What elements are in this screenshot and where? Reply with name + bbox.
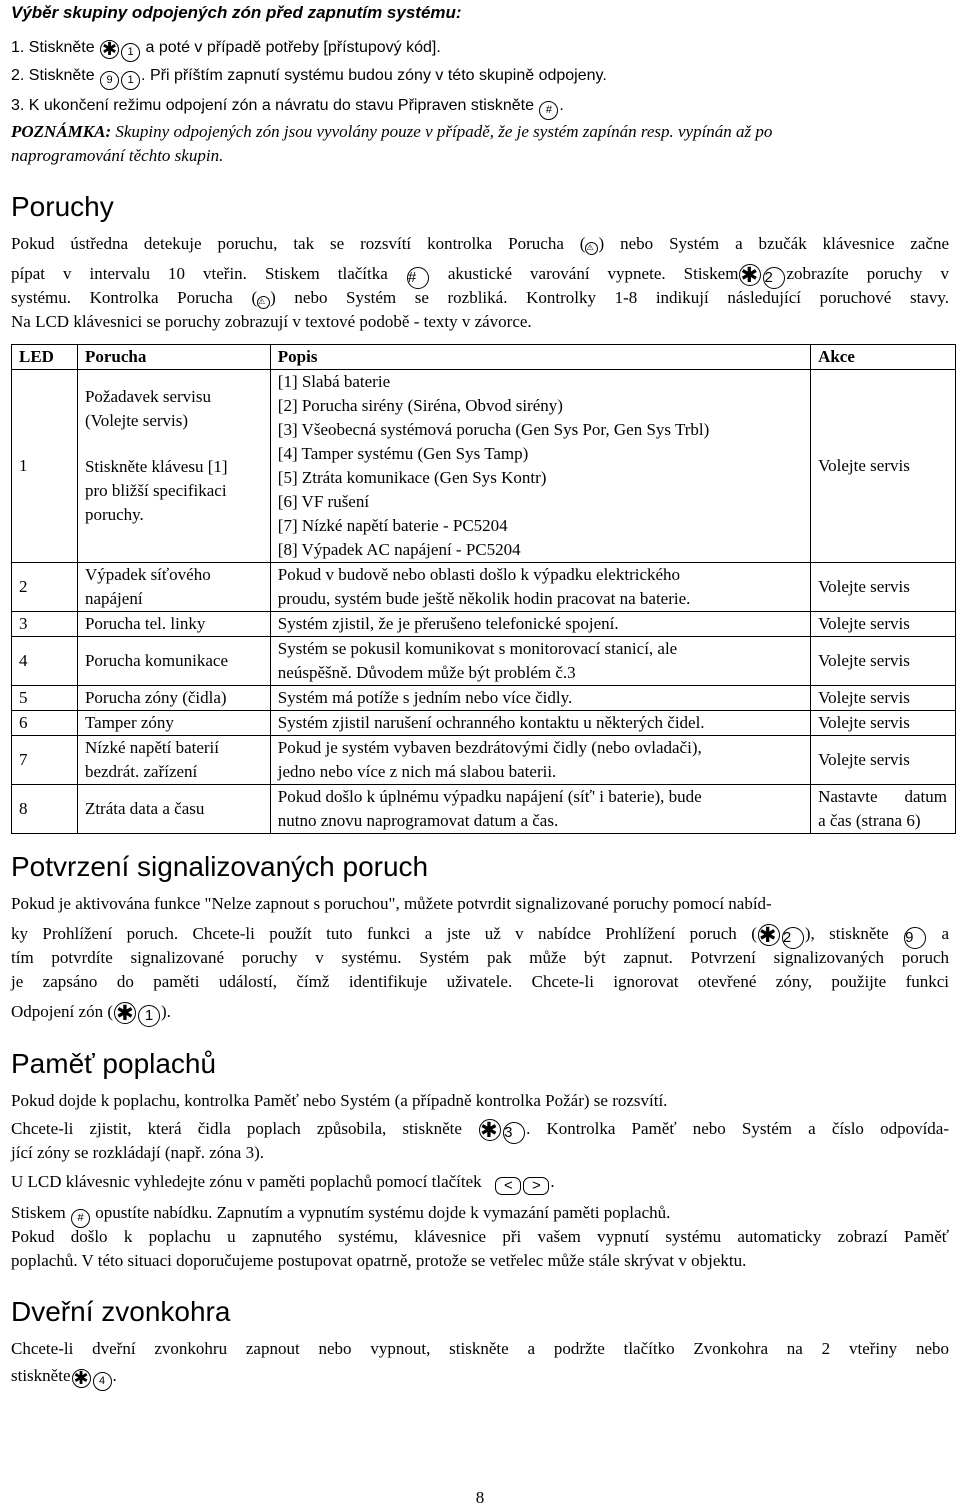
section-heading-zvonkohra: Dveřní zvonkohra xyxy=(11,1296,231,1327)
potvrzeni-line-5: Odpojení zón ( ✱ 1 ). xyxy=(11,1002,171,1025)
star-key-icon: ✱ xyxy=(758,924,780,946)
header-popis: Popis xyxy=(270,345,810,370)
zvonkohra-line-2: stiskněte ✱ 4 . xyxy=(11,1364,117,1391)
key-9-icon: 9 xyxy=(904,927,926,949)
key-2-icon: 2 xyxy=(763,267,785,289)
step-2: 2. Stiskněte 9 1 . Při příštím zapnutí systému budou zóny v této skupině odpojeny. xyxy=(11,64,607,90)
poruchy-line-1: Pokud ústředna detekuje poruchu, tak se rozsvítí kontrolka Porucha (⚠ ) nebo Systém a bzučák klávesnice začne xyxy=(11,234,949,253)
trouble-light-icon: ⚠ xyxy=(585,242,598,255)
poruchy-line-3: systému. Kontrolka Porucha (⚠ ) nebo Systém se rozbliká. Kontrolky 1-8 indikují následující poruchové stavy. xyxy=(11,288,949,307)
note-line-1: POZNÁMKA: Skupiny odpojených zón jsou vyvolány pouze v případě, že je systém zapínán resp. vypínán až po xyxy=(11,122,773,141)
table-header-row xyxy=(12,345,956,370)
trouble-light-icon: ⚠ xyxy=(257,296,270,309)
pamet-line-5: Stiskem # opustíte nabídku. Zapnutím a vypnutím systému dojde k vymazání paměti poplachů. xyxy=(11,1201,670,1228)
pamet-line-1: Pokud dojde k poplachu, kontrolka Paměť nebo Systém (a případně kontrolka Požár) se rozsvítí. xyxy=(11,1091,668,1110)
star-key-icon: ✱ xyxy=(73,1368,89,1388)
potvrzeni-line-3: tím potvrdíte signalizované poruchy v systému. Systém pak může být zapnut. Potvrzení signalizovaných poruch xyxy=(11,948,949,967)
table-row: 2 Výpadek síťového napájení Pokud v budově nebo oblasti došlo k výpadku elektrického proudu, systém bude ještě několik hodin pracovat na baterie. Volejte servis xyxy=(12,563,956,612)
table-row: 4 Porucha komunikace Systém se pokusil komunikovat s monitorovací stanicí, ale neúspěšně. Důvodem může být problém č.3 Volejte servis xyxy=(12,637,956,686)
table-row xyxy=(12,370,956,563)
pamet-line-6: Pokud došlo k poplachu u zapnutého systému, klávesnice při vašem vypnutí systému automaticky zobrazí Paměť xyxy=(11,1227,949,1246)
key-2-icon: 2 xyxy=(782,927,804,949)
pamet-line-3: jící zóny se rozkládají (např. zóna 3). xyxy=(11,1143,265,1162)
hash-key-icon: # xyxy=(71,1209,90,1228)
left-arrow-key-icon: < xyxy=(495,1177,521,1195)
poruchy-line-2: pípat v intervalu 10 vteřin. Stiskem tlačítka # akustické varování vypnete. Stiskem✱ 2 zobrazíte poruchy v xyxy=(11,264,949,287)
header-akce: Akce xyxy=(811,345,956,370)
step-3: 3. K ukončení režimu odpojení zón a návratu do stavu Připraven stiskněte # . xyxy=(11,94,564,120)
row-led: 1 xyxy=(12,370,78,563)
key-1-icon: 1 xyxy=(138,1005,160,1027)
hash-key-icon: # xyxy=(539,101,558,120)
section-heading-poruchy: Poruchy xyxy=(11,191,114,222)
table-row: 7 Nízké napětí baterií bezdrát. zařízení Pokud je systém vybaven bezdrátovými čidly (nebo ovladači), jedno nebo více z nich má slabou baterii. Volejte servis xyxy=(12,736,956,785)
key-3-icon: 3 xyxy=(503,1122,525,1144)
potvrzeni-line-2: ky Prohlížení poruch. Chcete-li použít tuto funkci a jste už v nabídce Prohlížení poruch (✱ 2 ), stiskněte 9 a xyxy=(11,924,950,947)
table-row: 8 Ztráta data a času Pokud došlo k úplnému výpadku napájení (síť' i baterie), bude nutno znovu naprogramovat datum a čas. Nastavte datum a čas (strana 6) xyxy=(12,785,956,834)
hash-key-icon: # xyxy=(407,267,429,289)
star-key-icon: ✱ xyxy=(102,39,118,59)
pamet-line-4: U LCD klávesnic vyhledejte zónu v paměti poplachů pomocí tlačítek < > . xyxy=(11,1172,555,1194)
pamet-line-7: poplachů. V této situaci doporučujeme postupovat opatrně, protože se vetřelec může stále skrývat v objektu. xyxy=(11,1251,747,1270)
section-heading-potvrzeni: Potvrzení signalizovaných poruch xyxy=(11,851,429,882)
key-4-icon: 4 xyxy=(93,1372,112,1391)
row-akce: Volejte servis xyxy=(811,370,956,563)
row-porucha: Požadavek servisu (Volejte servis) Stiskněte klávesu [1] pro bližší specifikaci poruchy. xyxy=(77,370,270,563)
star-key-icon: ✱ xyxy=(114,1002,136,1024)
header-porucha: Porucha xyxy=(77,345,270,370)
note-line-2: naprogramování těchto skupin. xyxy=(11,146,224,165)
pamet-line-2: Chcete-li zjistit, která čidla poplach způsobila, stiskněte ✱ 3 . Kontrolka Paměť nebo Systém a číslo odpovída- xyxy=(11,1119,949,1142)
table-row: 5 Porucha zóny (čidla) Systém má potíže s jedním nebo více čidly. Volejte servis xyxy=(12,686,956,711)
header-led: LED xyxy=(12,345,78,370)
trouble-table xyxy=(11,344,956,834)
potvrzeni-line-1: Pokud je aktivována funkce "Nelze zapnout s poruchou", můžete potvrdit signalizované poruchy pomocí nabíd- xyxy=(11,894,772,913)
step-1: 1. Stiskněte ✱ 1 a poté v případě potřeby [přístupový kód]. xyxy=(11,36,441,62)
table-row: 3 Porucha tel. linky Systém zjistil, že je přerušeno telefonické spojení. Volejte servis xyxy=(12,612,956,637)
section-heading-pamet: Paměť poplachů xyxy=(11,1048,217,1079)
star-key-icon: ✱ xyxy=(479,1119,501,1141)
table-row: 6 Tamper zóny Systém zjistil narušení ochranného kontaktu u některých čidel. Volejte servis xyxy=(12,711,956,736)
key-1-icon: 1 xyxy=(121,43,140,62)
right-arrow-key-icon: > xyxy=(523,1177,549,1195)
section-heading-zone-groups: Výběr skupiny odpojených zón před zapnutím systému: xyxy=(11,3,462,22)
row-popis: [1] Slabá baterie [2] Porucha sirény (Siréna, Obvod sirény) [3] Všeobecná systémová porucha (Gen Sys Por, Gen Sys Trbl) [4] Tamper systému (Gen Sys Tamp) [5] Ztráta komunikace (Gen Sys Kontr) [6] VF rušení [7] Nízké napětí baterie - PC5204 [8] Výpadek AC napájení - PC5204 xyxy=(270,370,810,563)
zvonkohra-line-1: Chcete-li dveřní zvonkohru zapnout nebo vypnout, stiskněte a podržte tlačítko Zvonkohra na 2 vteřiny nebo xyxy=(11,1339,949,1358)
key-9-icon: 9 xyxy=(100,71,119,90)
star-key-icon: ✱ xyxy=(739,264,761,286)
potvrzeni-line-4: je zapsáno do paměti událostí, čímž identifikuje uživatele. Chcete-li ignorovat otevřené zóny, použijte funkci xyxy=(11,972,949,991)
key-1-icon: 1 xyxy=(121,71,140,90)
poruchy-line-4: Na LCD klávesnici se poruchy zobrazují v textové podobě - texty v závorce. xyxy=(11,312,532,331)
page-number: 8 xyxy=(475,1488,485,1507)
